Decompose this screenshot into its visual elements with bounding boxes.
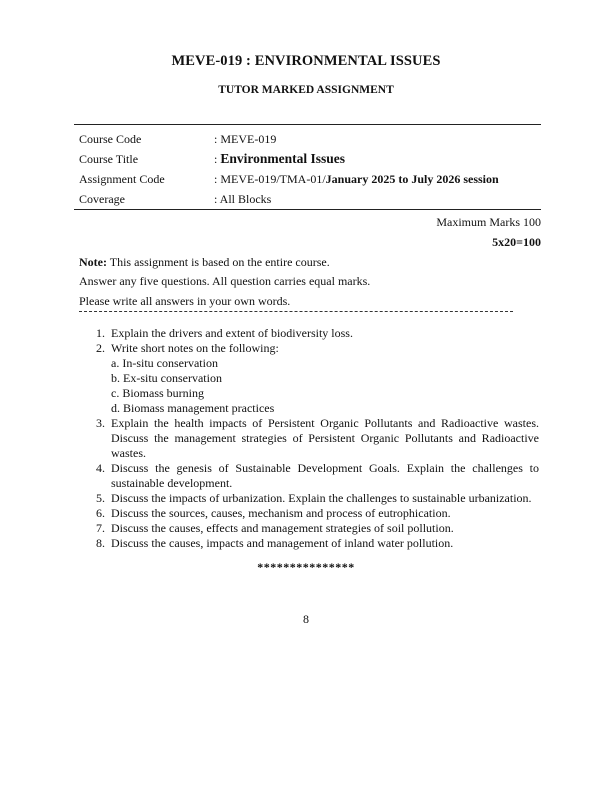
question-item [79, 491, 539, 506]
question-number: 4. [96, 461, 105, 475]
coverage-row [74, 189, 541, 209]
question-item [79, 506, 539, 521]
assignment-code-cell [214, 172, 541, 187]
document-title: MEVE-019 : ENVIRONMENTAL ISSUES [171, 53, 441, 69]
instruction-line: Please write all answers in your own words. [79, 294, 291, 308]
question-number: 2. [96, 341, 105, 355]
question-text: Write short notes on the following: [111, 341, 279, 355]
question-number: 6. [96, 506, 105, 520]
maximum-marks: Maximum Marks 100 [436, 215, 541, 229]
course-info-table [74, 124, 541, 210]
question-item [79, 461, 539, 491]
note-line [79, 255, 330, 270]
course-title-label: Course Title [79, 151, 139, 166]
page-number: 8 [303, 612, 309, 626]
question-list [79, 326, 539, 551]
document-subtitle: TUTOR MARKED ASSIGNMENT [218, 84, 394, 96]
sub-question: b. Ex-situ conservation [111, 371, 222, 385]
question-number: 3. [96, 416, 105, 430]
course-title-cell [214, 151, 541, 167]
sub-question: a. In-situ conservation [111, 356, 218, 370]
question-text: Discuss the impacts of urbanization. Explain the challenges to sustainable urbanization. [111, 491, 532, 505]
course-code-row [74, 129, 541, 149]
sub-question: c. Biomass burning [111, 386, 204, 400]
question-item [79, 341, 539, 356]
question-number: 8. [96, 536, 105, 550]
course-title-colon: : [214, 152, 221, 166]
question-text: Explain the health impacts of Persistent Organic Pollutants and Radioactive wastes. Discuss the management strategies of Persistent Organic Pollutants and Radioactive wastes. [111, 416, 539, 460]
question-text: Discuss the causes, impacts and management of inland water pollution. [111, 536, 454, 550]
question-text: Discuss the causes, effects and management strategies of soil pollution. [111, 521, 454, 535]
divider [79, 311, 513, 312]
assignment-session: January 2025 to July 2026 session [325, 171, 499, 186]
end-separator: *************** [257, 560, 355, 574]
question-number: 1. [96, 326, 105, 340]
question-number: 5. [96, 491, 105, 505]
question-item [79, 416, 539, 461]
question-item [79, 521, 539, 536]
assignment-code-row [74, 169, 541, 189]
coverage-value: : All Blocks [214, 191, 272, 206]
course-title-row [74, 149, 541, 169]
question-item [79, 326, 539, 341]
marks-scheme: 5x20=100 [492, 235, 541, 249]
note-text: This assignment is based on the entire course. [106, 255, 330, 269]
question-number: 7. [96, 521, 105, 535]
course-code-label: Course Code [79, 131, 142, 146]
question-text: Discuss the sources, causes, mechanism and process of eutrophication. [111, 506, 451, 520]
course-code-value: : MEVE-019 [214, 131, 277, 146]
assignment-code-value: : MEVE-019/TMA-01/ [214, 171, 326, 186]
sub-question: d. Biomass management practices [111, 401, 275, 415]
coverage-label: Coverage [79, 191, 125, 206]
instruction-line: Answer any five questions. All question carries equal marks. [79, 274, 371, 288]
question-text: Explain the drivers and extent of biodiversity loss. [111, 326, 353, 340]
question-item [79, 536, 539, 551]
question-text: Discuss the genesis of Sustainable Development Goals. Explain the challenges to sustainable development. [111, 461, 539, 490]
course-title-value: Environmental Issues [220, 151, 345, 166]
note-label: Note: [79, 255, 107, 269]
assignment-code-label: Assignment Code [79, 171, 165, 186]
